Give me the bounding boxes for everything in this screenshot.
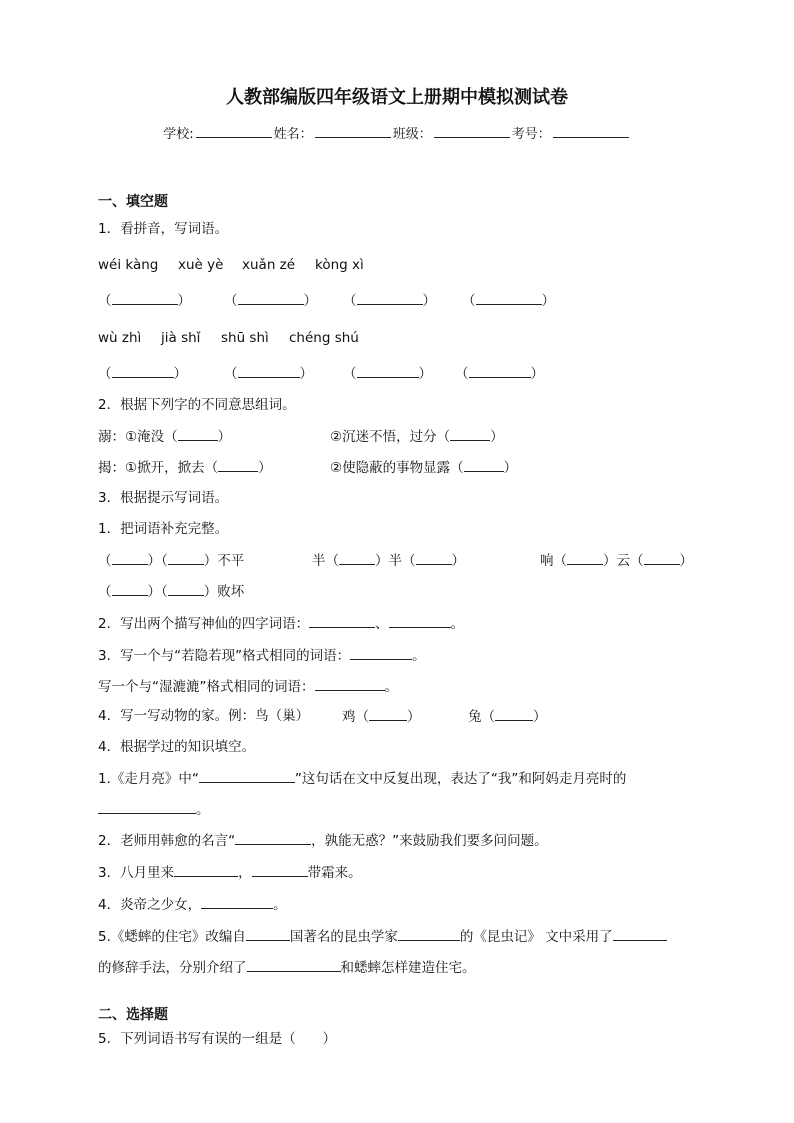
q4-l5: 5.《蟋蟀的住宅》改编自 国著名的昆虫学家 的《昆虫记》 文中采用了 <box>98 926 667 947</box>
class-label: 班级： <box>392 127 432 142</box>
school-label: 学校: <box>163 127 194 142</box>
q4-l5-cont: 的修辞手法，分别介绍了 和蟋蟀怎样建造住宅。 <box>98 957 476 978</box>
answer-slot[interactable]: （ ） <box>462 290 555 311</box>
q3-row2: （ ）（ ）败坏 <box>98 581 244 602</box>
q4-l1: 1.《走月亮》中“ ”这句话在文中反复出现，表达了“我”和阿妈走月亮时的 <box>98 768 626 789</box>
pinyin-3: xuǎn zé <box>242 257 296 273</box>
answer-blank[interactable] <box>644 550 680 565</box>
q3-sub2: 2．写出两个描写神仙的四字词语： 、 。 <box>98 613 464 634</box>
q4-l3: 3．八月里来 ， 带霜来。 <box>98 862 362 883</box>
answer-blank[interactable] <box>450 426 490 441</box>
answer-slot[interactable]: （ ） <box>224 363 313 384</box>
answer-blank[interactable] <box>235 830 311 845</box>
q3-sub4-chicken: 鸡（ ） <box>342 706 421 727</box>
answer-blank[interactable] <box>252 862 308 877</box>
pinyin-2: xuè yè <box>178 257 224 273</box>
answer-slot[interactable]: （ ） <box>343 290 436 311</box>
answer-blank[interactable] <box>168 581 204 596</box>
pinyin-1: wéi kàng <box>98 257 159 273</box>
q4-l1-cont: 。 <box>98 799 210 820</box>
q3-prompt: 3．根据提示写词语。 <box>98 490 229 506</box>
name-blank[interactable] <box>315 124 391 138</box>
answer-blank[interactable] <box>416 550 452 565</box>
student-info-line <box>0 124 794 145</box>
answer-blank[interactable] <box>315 676 385 691</box>
class-blank[interactable] <box>434 124 510 138</box>
answer-blank[interactable] <box>178 426 218 441</box>
answer-blank[interactable] <box>309 613 375 628</box>
q2-line2b: ②使隐蔽的事物显露（ ） <box>330 457 517 478</box>
answer-blank[interactable] <box>369 706 407 721</box>
pinyin-4: kòng xì <box>315 257 364 273</box>
name-label: 姓名： <box>273 127 313 142</box>
answer-blank[interactable] <box>464 457 504 472</box>
q2-line1a: 溺：①淹没（ ） <box>98 426 231 447</box>
q4-prompt: 4．根据学过的知识填空。 <box>98 739 256 755</box>
answer-blank[interactable] <box>112 581 148 596</box>
q4-l2: 2．老师用韩愈的名言“ ，孰能无惑？”来鼓励我们要多问问题。 <box>98 830 548 851</box>
answer-blank[interactable] <box>398 926 460 941</box>
answer-blank[interactable] <box>112 550 148 565</box>
q5-prompt: 5．下列词语书写有误的一组是（ ） <box>98 1031 337 1047</box>
answer-blank[interactable] <box>613 926 667 941</box>
answer-blank[interactable] <box>218 457 258 472</box>
pinyin-8: chéng shú <box>289 330 359 346</box>
answer-blank[interactable] <box>389 613 451 628</box>
school-blank[interactable] <box>196 124 272 138</box>
pinyin-7: shū shì <box>221 330 269 346</box>
q3-sub1: 1．把词语补充完整。 <box>98 521 229 537</box>
page-title: 人教部编版四年级语文上册期中模拟测试卷 <box>226 87 568 108</box>
answer-blank[interactable] <box>350 645 412 660</box>
answer-blank[interactable] <box>201 894 273 909</box>
answer-blank[interactable] <box>247 957 341 972</box>
answer-slot[interactable]: （ ） <box>224 290 317 311</box>
examno-blank[interactable] <box>553 124 629 138</box>
section1-heading: 一、填空题 <box>98 194 168 210</box>
section2-heading: 二、选择题 <box>98 1007 168 1023</box>
q3-sub3b: 写一个与“湿漉漉”格式相同的词语： 。 <box>98 676 398 697</box>
answer-slot[interactable]: （ ） <box>98 290 191 311</box>
answer-blank[interactable] <box>199 768 295 783</box>
answer-blank[interactable] <box>339 550 375 565</box>
q2-line2a: 揭：①掀开，掀去（ ） <box>98 457 272 478</box>
q4-l4: 4．炎帝之少女， 。 <box>98 894 287 915</box>
q1-prompt: 1．看拼音，写词语。 <box>98 221 229 237</box>
answer-blank[interactable] <box>174 862 238 877</box>
q2-line1b: ②沉迷不悟，过分（ ） <box>330 426 504 447</box>
q3-row1c: 响（ ）云（ ） <box>540 550 693 571</box>
answer-slot[interactable]: （ ） <box>455 363 544 384</box>
answer-blank[interactable] <box>246 926 290 941</box>
answer-slot[interactable]: （ ） <box>343 363 432 384</box>
q2-prompt: 2．根据下列字的不同意思组词。 <box>98 397 296 413</box>
q3-sub4: 4．写一写动物的家。例：鸟（巢） <box>98 708 310 724</box>
pinyin-6: jià shǐ <box>161 330 201 346</box>
q3-sub3a: 3．写一个与“若隐若现”格式相同的词语： 。 <box>98 645 426 666</box>
examno-label: 考号： <box>511 127 551 142</box>
q3-sub4-rabbit: 兔（ ） <box>468 706 547 727</box>
answer-blank[interactable] <box>567 550 603 565</box>
answer-blank[interactable] <box>98 799 196 814</box>
answer-slot[interactable]: （ ） <box>98 363 187 384</box>
answer-blank[interactable] <box>168 550 204 565</box>
q3-row1b: 半（ ）半（ ） <box>312 550 465 571</box>
q3-row1a: （ ）（ ）不平 <box>98 550 244 571</box>
pinyin-5: wù zhì <box>98 330 142 346</box>
answer-blank[interactable] <box>495 706 533 721</box>
